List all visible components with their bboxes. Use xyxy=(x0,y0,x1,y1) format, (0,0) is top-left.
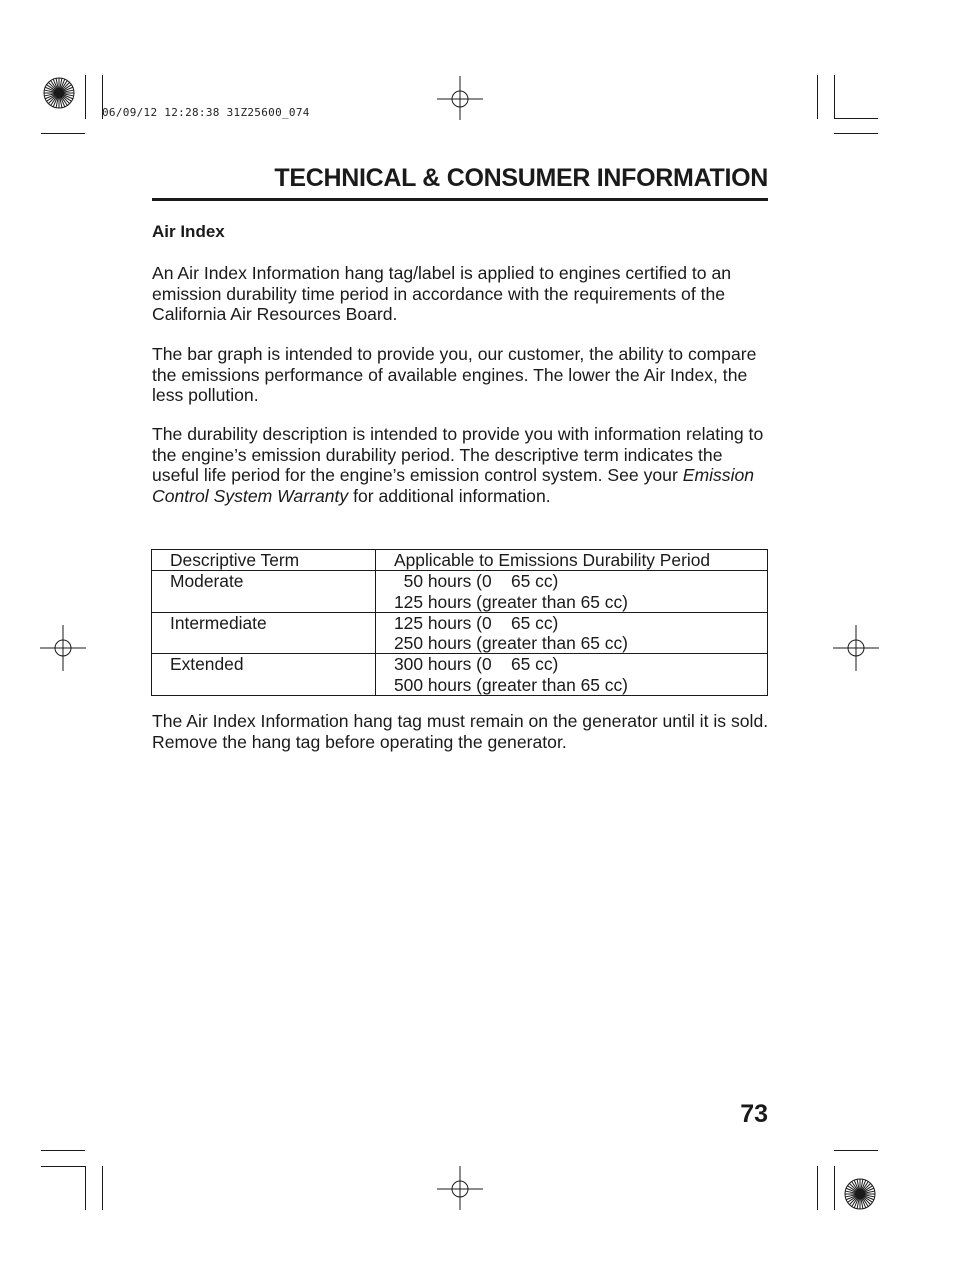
page-title: TECHNICAL & CONSUMER INFORMATION xyxy=(274,164,768,192)
registration-sunburst-icon xyxy=(42,76,76,110)
crop-mark-line xyxy=(834,118,878,119)
table-header-row xyxy=(152,550,768,571)
registration-crosshair-icon xyxy=(833,625,879,671)
paragraph-text: for additional information. xyxy=(348,485,551,506)
period-line: 125 hours (greater than 65 cc) xyxy=(394,591,628,612)
paragraph-bar-graph: The bar graph is intended to provide you, our customer, the ability to compare the emissions performance of available engines. The lower the Air Index, the less pollution. xyxy=(152,344,757,405)
page-number: 73 xyxy=(740,1100,768,1128)
durability-period-cell xyxy=(376,654,768,696)
table-row xyxy=(152,571,768,613)
crop-mark-line xyxy=(41,1166,85,1167)
durability-table xyxy=(151,549,768,696)
registration-sunburst-icon xyxy=(843,1177,877,1211)
crop-mark-line xyxy=(85,1166,86,1210)
paragraph-text: The durability description is intended to provide you with information relating to the engine’s emission durability period. The descriptive term indicates the useful life period for the engine’s emission control system. See your xyxy=(152,424,764,485)
crop-mark-line xyxy=(834,1166,835,1210)
crop-mark-line xyxy=(834,1150,878,1151)
period-line: 500 hours (greater than 65 cc) xyxy=(394,674,628,695)
table-row xyxy=(152,612,768,654)
warranty-reference: Emission Control System Warranty xyxy=(152,465,755,506)
registration-crosshair-icon xyxy=(437,1166,483,1212)
crop-mark-line xyxy=(85,75,86,119)
crop-mark-line xyxy=(834,133,878,134)
crop-mark-line xyxy=(817,1166,818,1210)
descriptive-term-cell: Intermediate xyxy=(152,612,376,654)
print-stamp: 06/09/12 12:28:38 31Z25600_074 xyxy=(102,106,310,119)
registration-crosshair-icon xyxy=(437,76,483,122)
paragraph-hang-tag: An Air Index Information hang tag/label is applied to engines certified to an emission durability time period in accordance with the requirements of the California Air Resources Board. xyxy=(152,263,732,324)
paragraph-hang-tag-removal: The Air Index Information hang tag must remain on the generator until it is sold. Remove the hang tag before operating the generator. xyxy=(152,711,769,752)
crop-mark-line xyxy=(41,1150,85,1151)
column-header: Descriptive Term xyxy=(152,550,376,571)
section-heading: Air Index xyxy=(152,222,225,241)
period-line: 125 hours (0 65 cc) xyxy=(394,612,559,633)
crop-mark-line xyxy=(817,75,818,119)
title-rule xyxy=(152,198,768,201)
crop-mark-line xyxy=(41,133,85,134)
period-line: 300 hours (0 65 cc) xyxy=(394,654,559,675)
descriptive-term-cell: Extended xyxy=(152,654,376,696)
durability-period-cell xyxy=(376,571,768,613)
period-line: 50 hours (0 65 cc) xyxy=(394,571,559,592)
crop-mark-line xyxy=(102,1166,103,1210)
descriptive-term-cell: Moderate xyxy=(152,571,376,613)
registration-crosshair-icon xyxy=(40,625,86,671)
paragraph-durability xyxy=(152,424,772,506)
period-line: 250 hours (greater than 65 cc) xyxy=(394,633,628,654)
table-row xyxy=(152,654,768,696)
crop-mark-line xyxy=(834,75,835,119)
durability-period-cell xyxy=(376,612,768,654)
column-header: Applicable to Emissions Durability Period xyxy=(376,550,768,571)
